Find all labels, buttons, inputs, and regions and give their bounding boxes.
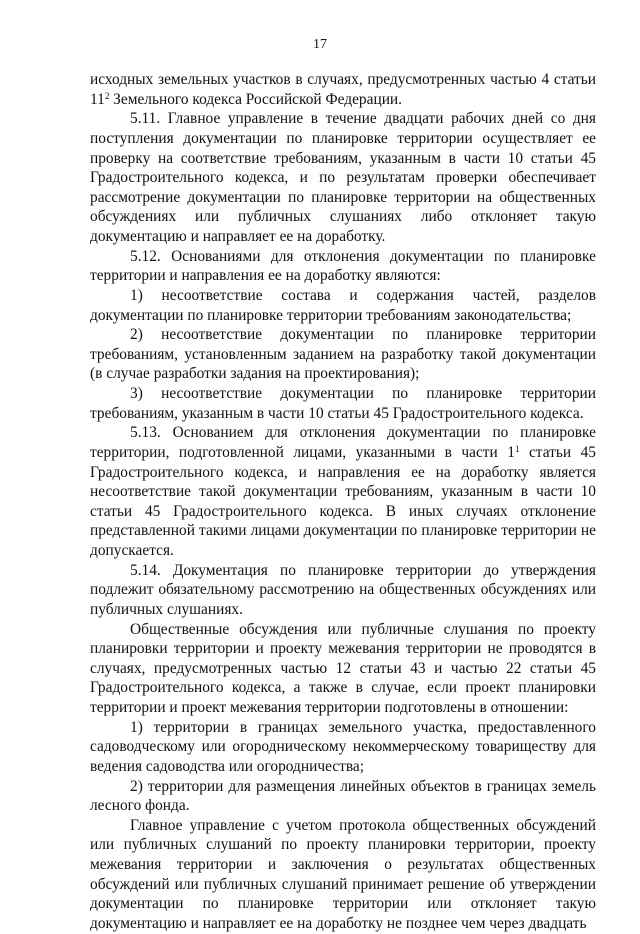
paragraph-text: 5.11. Главное управление в течение двадцати рабочих дней со дня поступления документации по планировке территории осуществляет ее проверку на соответствие требованиям, указанным в части 10 статьи 45 Градостроительного кодекса, и по результатам проверки обеспечивает рассмотрение документации по планировке территории на общественных обсуждениях или публичных слушаниях либо отклоняет такую документацию и направляет ее на доработку. xyxy=(90,110,596,245)
paragraph-p10 xyxy=(90,777,596,816)
paragraph-text: 1) территории в границах земельного участка, предоставленного садоводческому или огородническому некоммерческому товариществу для ведения садоводства или огородничества; xyxy=(90,718,596,775)
paragraph-text: Главное управление с учетом протокола общественных обсуждений или публичных слушаний по проекту планировки территории, проекту межевания территории и заключения о результатах общественных обсуждений или публичных слушаний принимает решение об утверждении документации по планировке территории или отклоняет такую документацию и направляет ее на доработку не позднее чем через двадцать xyxy=(90,816,596,932)
paragraph-p11 xyxy=(90,816,596,934)
page-number: 17 xyxy=(313,37,327,52)
paragraph-text: статьи 45 Градостроительного кодекса, и направления ее на доработку является несоответствие такой документации требованиям, указанным в части 10 статьи 45 Градостроительного кодекса. В иных случаях отклонение представленной такими лицами документации по планировке территории не допускается. xyxy=(90,443,596,559)
paragraph-p2 xyxy=(90,247,596,286)
paragraph-p7 xyxy=(90,561,596,620)
paragraph-text: 5.14. Документация по планировке территории до утверждения подлежит обязательному рассмотрению на общественных обсуждениях или публичных слушаниях. xyxy=(90,561,596,618)
paragraph-p0 xyxy=(90,70,596,109)
paragraph-p3 xyxy=(90,286,596,325)
superscript-index: 2 xyxy=(104,90,110,101)
paragraph-p8 xyxy=(90,620,596,718)
paragraph-text: 2) территории для размещения линейных объектов в границах земель лесного фонда. xyxy=(90,777,596,815)
paragraph-p5 xyxy=(90,384,596,423)
paragraph-text: Земельного кодекса Российской Федерации. xyxy=(109,90,403,108)
paragraph-text: 2) несоответствие документации по планировке территории требованиям, установленным заданием на разработку такой документации (в случае разработки задания на проектирования); xyxy=(90,326,596,383)
superscript-index: 1 xyxy=(514,443,520,454)
paragraph-text: 3) несоответствие документации по планировке территории требованиям, указанным в части 10 статьи 45 Градостроительного кодекса. xyxy=(90,385,596,422)
paragraph-text: 5.12. Основаниями для отклонения документации по планировке территории и направления ее на доработку являются: xyxy=(90,247,596,285)
paragraph-text: Общественные обсуждения или публичные слушания по проекту планировки территории и проекту межевания территории не проводятся в случаях, предусмотренных частью 12 статьи 43 и частью 22 статьи 45 Градостроительного кодекса, а также в случае, если проект планировки территории и проект межевания территории подготовлены в отношении: xyxy=(90,620,596,716)
paragraph-text: 5.13. Основанием для отклонения документации по планировке территории, подготовленной лицами, указанными в части 1 xyxy=(90,424,596,461)
paragraph-p1 xyxy=(90,109,596,246)
paragraph-p4 xyxy=(90,325,596,384)
paragraph-text: 1) несоответствие состава и содержания частей, разделов документации по планировке территории требованиям законодательства; xyxy=(90,286,596,324)
paragraph-p9 xyxy=(90,718,596,777)
paragraph-p6 xyxy=(90,423,596,560)
paragraph-text: исходных земельных участков в случаях, предусмотренных частью 4 статьи 11 xyxy=(90,71,596,108)
document-body xyxy=(90,70,596,934)
